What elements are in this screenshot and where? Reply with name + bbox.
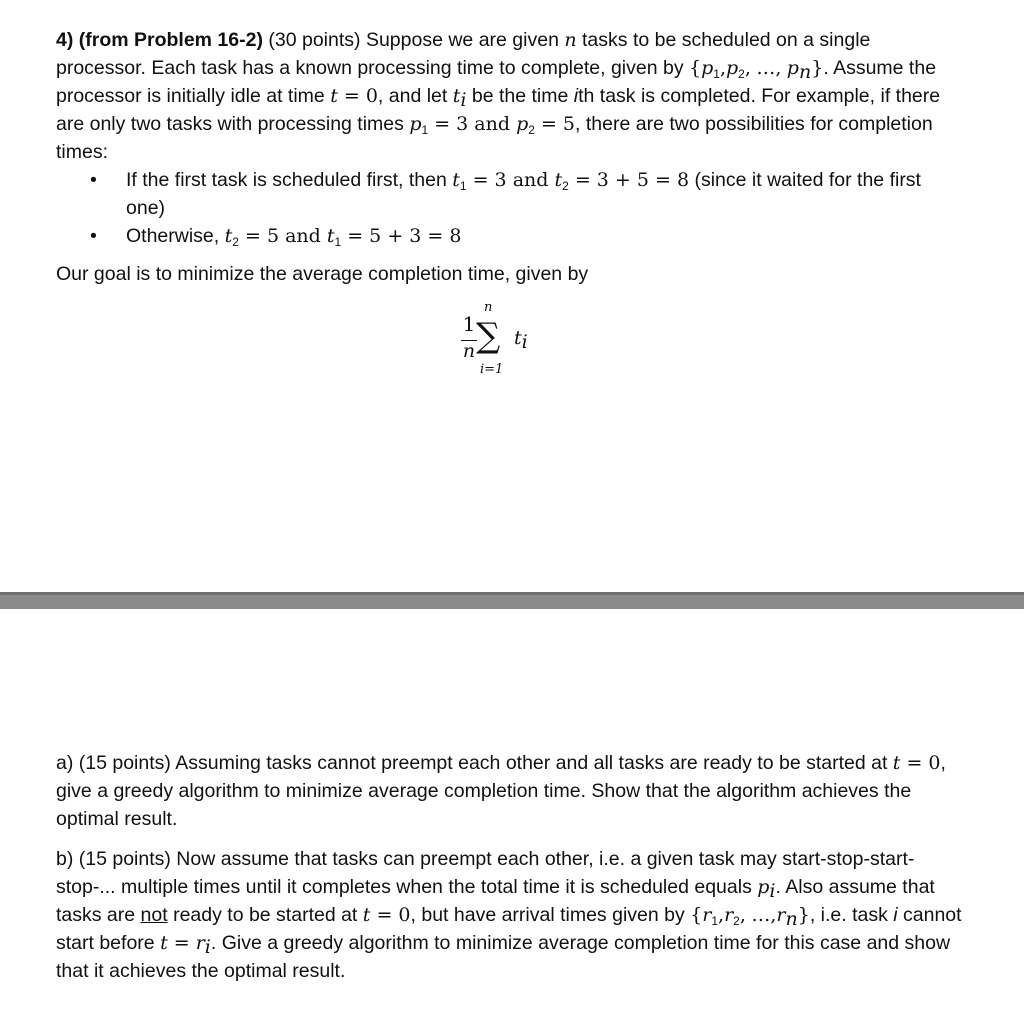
summation-upper-limit: n xyxy=(484,300,493,315)
summation-sigma: ∑ xyxy=(476,316,501,356)
summation-lower-limit: i=1 xyxy=(480,362,504,377)
problem-statement: 4) (from Problem 16-2) (30 points) Suppose we are given n tasks to be scheduled on a single processor. Each task has a known processing time to complete, given by {$p_1,p_2$, …, $p_n$}. Assume the processor is initially idle at time t = 0, and let $t_i$ be the time ith task is completed. For example, if there are only two tasks with processing times $p_1 = 3$ and $p_2 = 5$, there are two possibilities for completion times: xyxy=(56,29,941,163)
bullet-icon: • xyxy=(90,225,97,247)
average-completion-formula xyxy=(450,300,570,390)
completion-possibilities-list xyxy=(56,166,956,250)
problem-block xyxy=(56,26,956,308)
formula-denominator: n xyxy=(462,340,476,362)
goal-statement: Our goal is to minimize the average completion time, given by xyxy=(56,263,589,285)
part-a: a) (15 points) Assuming tasks cannot preempt each other and all tasks are ready to be started at t = 0, give a greedy algorithm to minimize average completion time. Show that the algorithm achieves the optimal result. xyxy=(56,752,946,830)
part-b: b) (15 points) Now assume that tasks can preempt each other, i.e. a given task may start-stop-start-stop-... multiple times until it completes when the total time it is scheduled equals $p_i$. Also assume that tasks are not ready to be started at t = 0, but have arrival times given by {$r_1,r_2$, $\dots,r_n$}, i.e. task i cannot start before $t = r_i$. Give a greedy algorithm to minimize average completion time for this case and show that it achieves the optimal result. xyxy=(56,848,962,982)
emphasis-not: not xyxy=(140,904,168,926)
part-b-label: b) (15 points) xyxy=(56,848,171,870)
problem-number: 4) (from Problem 16-2) xyxy=(56,29,263,51)
list-item: • If the first task is scheduled first, then $t_1 = 3$ and $t_2 = 3 + 5 = 8$ (since it waited for the first one) xyxy=(56,166,956,222)
formula-numerator: 1 xyxy=(462,312,476,336)
bullet-icon: • xyxy=(90,169,97,191)
list-item: • Otherwise, $t_2 = 5$ and $t_1 = 5 + 3 = 8$ xyxy=(56,222,956,250)
part-a-label: a) (15 points) xyxy=(56,752,171,774)
summation-term: $t_i$ xyxy=(514,327,528,353)
page-divider xyxy=(0,592,1024,609)
